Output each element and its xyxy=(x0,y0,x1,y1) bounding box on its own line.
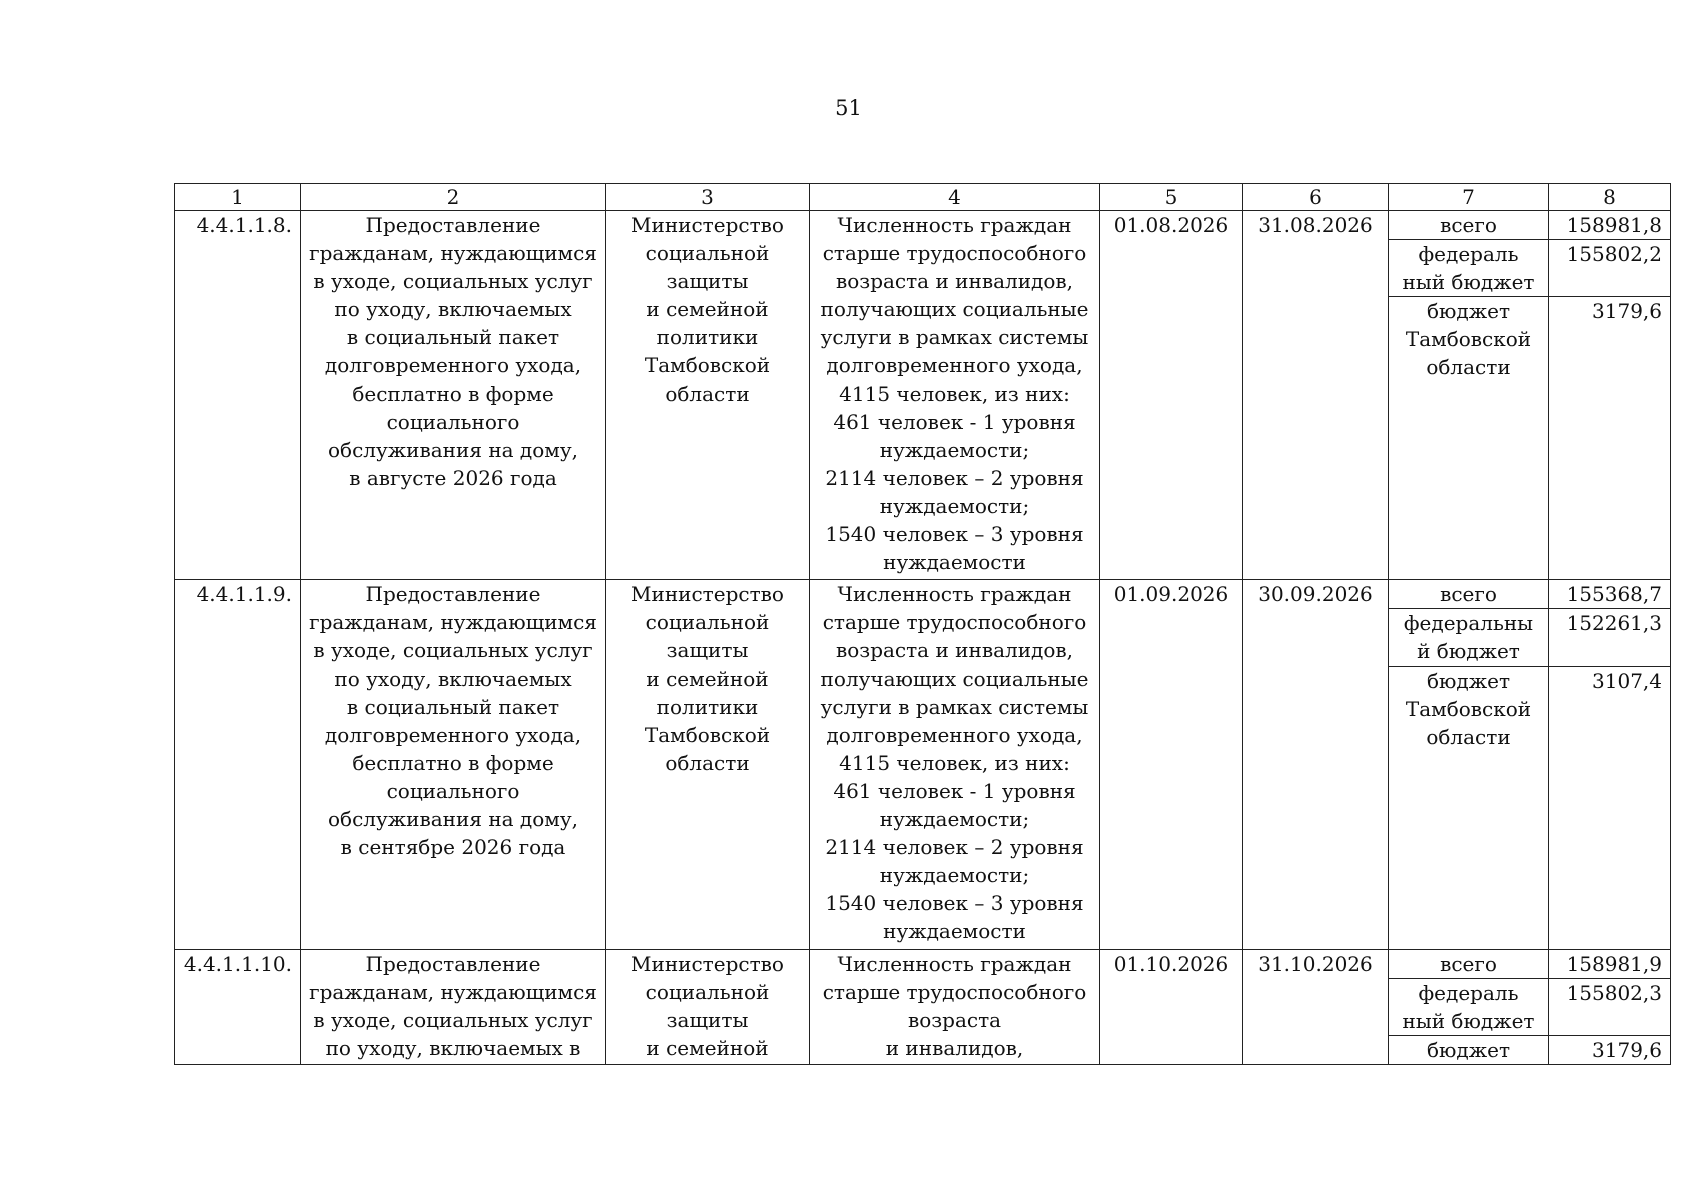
funding-amount: 155368,7 xyxy=(1549,580,1671,609)
funding-amount: 158981,8 xyxy=(1549,211,1671,240)
column-header: 3 xyxy=(606,184,810,211)
end-date: 30.09.2026 xyxy=(1243,580,1389,949)
funding-source: бюджет xyxy=(1389,1035,1549,1064)
executor: Министерство социальной защиты и семейной политики Тамбовской области xyxy=(606,580,810,949)
funding-source: федераль ный бюджет xyxy=(1389,240,1549,297)
funding-amount: 155802,2 xyxy=(1549,240,1671,297)
column-header: 1 xyxy=(175,184,301,211)
funding-source: всего xyxy=(1389,211,1549,240)
end-date: 31.08.2026 xyxy=(1243,211,1389,580)
item-number: 4.4.1.1.10. xyxy=(175,949,301,1064)
column-header: 7 xyxy=(1389,184,1549,211)
funding-source: бюджет Тамбовской области xyxy=(1389,666,1549,949)
column-header: 4 xyxy=(810,184,1100,211)
funding-source: бюджет Тамбовской области xyxy=(1389,297,1549,580)
executor: Министерство социальной защиты и семейной xyxy=(606,949,810,1064)
funding-amount: 158981,9 xyxy=(1549,949,1671,978)
event-description: Предоставление гражданам, нуждающимся в уходе, социальных услуг по уходу, включаемых в социальный пакет долговременного ухода, бесплатно в форме социального обслуживания на дому, в сентябре 2026 года xyxy=(301,580,606,949)
start-date: 01.08.2026 xyxy=(1100,211,1243,580)
activity-table xyxy=(174,183,1671,1065)
funding-amount: 3107,4 xyxy=(1549,666,1671,949)
column-header: 8 xyxy=(1549,184,1671,211)
funding-amount: 152261,3 xyxy=(1549,609,1671,666)
column-header: 2 xyxy=(301,184,606,211)
indicator: Численность граждан старше трудоспособного возраста и инвалидов, получающих социальные услуги в рамках системы долговременного ухода, 4115 человек, из них: 461 человек - 1 уровня нуждаемости; 2114 человек – 2 уровня нуждаемости; 1540 человек – 3 уровня нуждаемости xyxy=(810,211,1100,580)
event-description: Предоставление гражданам, нуждающимся в уходе, социальных услуг по уходу, включаемых в xyxy=(301,949,606,1064)
item-number: 4.4.1.1.8. xyxy=(175,211,301,580)
page-number: 51 xyxy=(835,96,862,120)
column-header: 6 xyxy=(1243,184,1389,211)
funding-source: федераль ный бюджет xyxy=(1389,978,1549,1035)
table-row xyxy=(175,211,1671,240)
event-description: Предоставление гражданам, нуждающимся в уходе, социальных услуг по уходу, включаемых в социальный пакет долговременного ухода, бесплатно в форме социального обслуживания на дому, в августе 2026 года xyxy=(301,211,606,580)
funding-source: всего xyxy=(1389,580,1549,609)
table-row xyxy=(175,580,1671,609)
funding-source: всего xyxy=(1389,949,1549,978)
funding-amount: 3179,6 xyxy=(1549,297,1671,580)
header-row xyxy=(175,184,1671,211)
item-number: 4.4.1.1.9. xyxy=(175,580,301,949)
start-date: 01.09.2026 xyxy=(1100,580,1243,949)
indicator: Численность граждан старше трудоспособного возраста и инвалидов, получающих социальные услуги в рамках системы долговременного ухода, 4115 человек, из них: 461 человек - 1 уровня нуждаемости; 2114 человек – 2 уровня нуждаемости; 1540 человек – 3 уровня нуждаемости xyxy=(810,580,1100,949)
start-date: 01.10.2026 xyxy=(1100,949,1243,1064)
column-header: 5 xyxy=(1100,184,1243,211)
executor: Министерство социальной защиты и семейной политики Тамбовской области xyxy=(606,211,810,580)
table-row xyxy=(175,949,1671,978)
indicator: Численность граждан старше трудоспособного возраста и инвалидов, xyxy=(810,949,1100,1064)
funding-source: федеральны й бюджет xyxy=(1389,609,1549,666)
funding-amount: 3179,6 xyxy=(1549,1035,1671,1064)
funding-amount: 155802,3 xyxy=(1549,978,1671,1035)
end-date: 31.10.2026 xyxy=(1243,949,1389,1064)
